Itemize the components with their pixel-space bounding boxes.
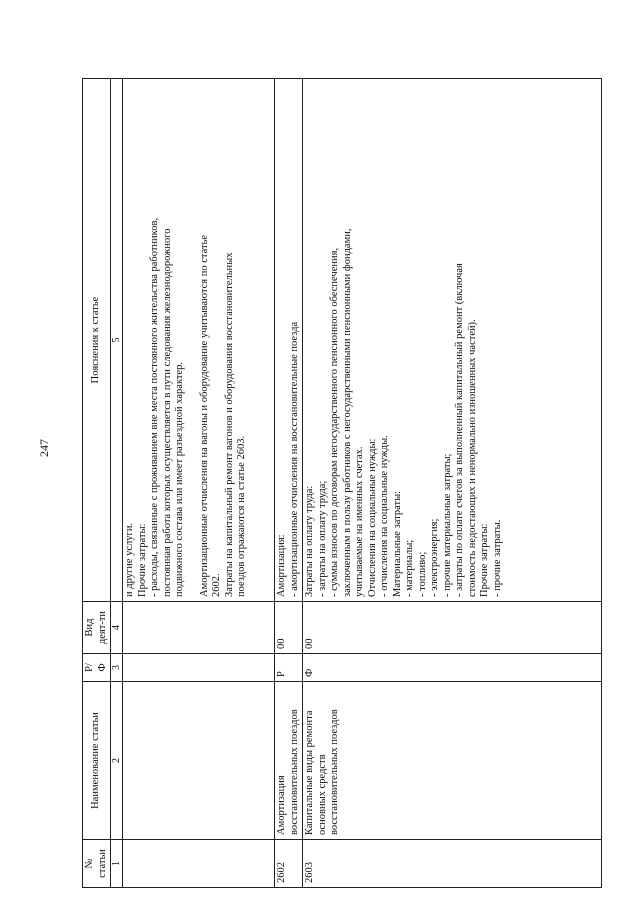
column-numbers-row: [111, 79, 123, 888]
explanation-line: Амортизация:: [276, 534, 287, 597]
explanation-line: и другие услуги.: [124, 522, 135, 597]
item-number-cell: [303, 840, 602, 888]
explanation-line: учитываемые на именных счетах.: [354, 446, 365, 597]
explanation-cell: [303, 79, 602, 602]
rf-value: Р: [276, 671, 287, 677]
explanation-line: постоянная работа которых осуществляется в пути следования железнодорожного: [161, 228, 173, 597]
item-number: 2602: [276, 862, 287, 883]
explanation-line: - затраты по оплате счетов за выполненный капитальный ремонт (включая: [454, 263, 465, 597]
explanation-line: Отчисления на социальные нужды:: [366, 438, 378, 597]
explanation-line: - прочие материальные затраты;: [441, 453, 453, 597]
page-number: 247: [37, 439, 51, 457]
item-name-cell: [275, 682, 303, 840]
explanation-line: - суммы взносов по договорам негосударственного пенсионного обеспечения,: [329, 247, 340, 597]
explanation-line: - материалы;: [404, 539, 415, 597]
table-row: [275, 79, 303, 888]
paragraph-gap: [187, 83, 199, 597]
header-rf: Р/ Ф: [83, 654, 111, 682]
rf-cell: [303, 654, 602, 682]
header-explanation: Пояснения к статье: [83, 79, 111, 602]
explanation-line: - электроэнергия;: [429, 518, 440, 597]
explanation-line: Прочие затраты:: [479, 523, 490, 597]
table-row: [303, 79, 602, 888]
column-number: 1: [111, 840, 123, 888]
column-number: 4: [111, 602, 123, 654]
activity-type-cell: [275, 602, 303, 654]
column-number: 2: [111, 682, 123, 840]
explanation-line: - отчисления на социальные нужды.: [379, 435, 390, 597]
explanation-line: поездов отражаются на статье 2603.: [236, 435, 247, 597]
activity-type-value: 00: [276, 638, 287, 649]
header-item-name: Наименование статьи: [83, 682, 111, 840]
item-number: 2603: [304, 862, 315, 883]
explanation-line: - расходы, связанные с проживанием вне места постоянного жительства работников,: [149, 217, 160, 597]
explanation-cell: [123, 79, 275, 602]
activity-type-cell: [303, 602, 602, 654]
item-name-line: восстановительных поездов: [288, 709, 300, 835]
explanation-line: - затраты на оплату труда;: [316, 480, 328, 597]
explanation-line: Затраты на капитальный ремонт вагонов и оборудования восстановительных: [223, 252, 235, 597]
rf-cell: [123, 654, 275, 682]
explanation-line: - амортизационные отчисления на восстановительные поезда: [288, 321, 300, 597]
explanation-line: Материальные затраты:: [391, 490, 403, 597]
item-name-line: восстановительных поездов: [329, 709, 340, 835]
header-item-number: № статьи: [83, 840, 111, 888]
activity-type-cell: [123, 602, 275, 654]
explanation-line: - прочие затраты.: [491, 519, 503, 597]
table-row: [123, 79, 275, 888]
column-number: 3: [111, 654, 123, 682]
item-name-line: основных средств: [316, 754, 328, 835]
table-body: [123, 79, 602, 888]
rotated-table-wrapper: [82, 78, 602, 888]
column-number: 5: [111, 79, 123, 602]
item-number-cell: [123, 840, 275, 888]
table-header-row: [83, 79, 111, 888]
explanation-line: 2602.: [211, 573, 222, 597]
item-name-cell: [123, 682, 275, 840]
activity-type-value: 00: [304, 638, 315, 649]
explanation-line: Амортизационные отчисления на вагоны и оборудование учитываются по статье: [198, 235, 210, 597]
explanation-line: Затраты на оплату труда:: [304, 485, 315, 597]
item-name-line: Капитальные виды ремонта: [304, 710, 315, 835]
explanation-line: стоимость недостающих и ненормально изношенных частей).: [466, 319, 478, 597]
rf-cell: [275, 654, 303, 682]
explanation-line: заключенным в пользу работников с негосударственными пенсионными фондами,: [341, 228, 353, 597]
explanation-line: Прочие затраты:: [136, 523, 148, 597]
explanation-line: подвижного состава или имеет разъездной характер.: [174, 361, 185, 597]
item-number-cell: [275, 840, 303, 888]
header-activity-type: Вид деят-ти: [83, 602, 111, 654]
explanation-line: - топливо;: [416, 551, 428, 597]
explanation-cell: [275, 79, 303, 602]
item-name-cell: [303, 682, 602, 840]
rf-value: Ф: [304, 668, 315, 677]
cost-items-table: [82, 78, 602, 888]
item-name-line: Амортизация: [276, 775, 287, 835]
